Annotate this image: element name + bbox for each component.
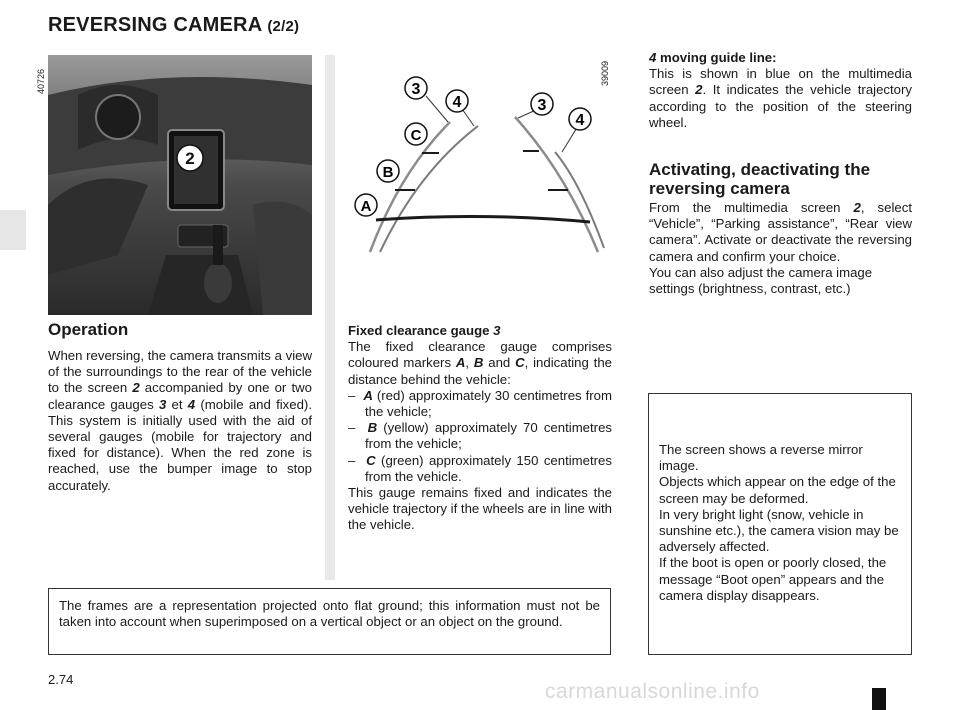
diagram-code: 39009 <box>600 60 610 86</box>
moving-guide-text: This is shown in blue on the multimedia screen 2. It indicates the vehicle trajectory according to the position of the steering wheel. <box>649 66 912 130</box>
activating-heading: Activating, deactivating the reversing camera <box>649 160 871 198</box>
fixed-gauge-intro: The fixed clearance gauge comprises coloured markers A, B and C, indicating the distance behind the vehicle: <box>348 339 613 387</box>
corner-mark <box>872 688 886 710</box>
svg-text:B: B <box>382 164 394 181</box>
photo-code: 40726 <box>36 68 46 94</box>
note-line-4: If the boot is open or poorly closed, the message “Boot open” appears and the camera display disappears. <box>659 555 887 603</box>
moving-guide-right <box>555 152 604 248</box>
page-number: 2.74 <box>48 672 74 687</box>
fixed-gauge-right <box>515 117 598 252</box>
callout-4-left <box>446 90 468 112</box>
leader-4-right <box>562 126 578 152</box>
screen-warning-note <box>648 393 912 655</box>
adjust-settings-text: You can also adjust the camera image settings (brightness, contrast, etc.) <box>649 264 873 297</box>
photo-callout-2: 2 <box>185 149 195 168</box>
marker-a-line <box>376 216 590 222</box>
section-tab <box>0 210 26 250</box>
svg-text:4: 4 <box>575 112 585 129</box>
svg-text:4: 4 <box>452 94 462 111</box>
note-line-1: The screen shows a reverse mirror image. <box>659 442 863 474</box>
page-title-main: REVERSING CAMERA <box>48 14 262 36</box>
callout-a <box>355 194 377 216</box>
fixed-gauge-heading: Fixed clearance gauge 3 <box>348 323 501 338</box>
moving-guide-heading: 4 moving guide line: <box>649 50 777 65</box>
guide-lines-diagram <box>340 52 620 314</box>
ref-gauge-4: 4 <box>187 396 196 412</box>
ref-gauge-3: 3 <box>158 396 167 412</box>
moving-guide-section <box>649 50 912 131</box>
operation-paragraph: When reversing, the camera transmits a view of the surroundings to the rear of the vehicle to the screen 2 accompanied by one or two clearance gauges 3 et 4 (mobile and fixed). This system is initially used with the aid of several gauges (mobile for trajectory and fixed for distance). When the red zone is reached, use the bumper image to stop accurately. <box>48 348 312 493</box>
operation-heading: Operation <box>48 320 129 339</box>
dashboard-illustration <box>48 55 312 315</box>
svg-text:3: 3 <box>537 97 547 114</box>
callout-4-right <box>569 108 591 130</box>
projection-note: The frames are a representation projected onto flat ground; this information must not be taken into account when superimposed on a vertical object or an object on the ground. <box>48 588 611 655</box>
svg-text:C: C <box>410 127 422 144</box>
list-item-a: – A (red) approximately 30 centimetres from the vehicle; <box>348 387 612 420</box>
note-line-3: In very bright light (snow, vehicle in sunshine etc.), the camera vision may be adversely affected. <box>659 506 899 555</box>
list-item-c: – C (green) approximately 150 centimetres from the vehicle. <box>348 452 612 484</box>
svg-text:3: 3 <box>411 81 421 98</box>
ref-screen-2: 2 <box>132 380 140 396</box>
activating-text: From the multimedia screen 2, select “Vehicle”, “Parking assistance”, “Rear view camera”. Activate or deactivate the reversing camera and confirm your choice. <box>649 200 912 264</box>
activating-section <box>649 200 912 297</box>
callout-3-right <box>531 93 553 115</box>
dashboard-photo <box>48 55 312 315</box>
page-title <box>48 14 299 37</box>
svg-text:A: A <box>360 198 372 215</box>
page-title-suffix: (2/2) <box>267 18 300 35</box>
fixed-gauge-section <box>348 323 612 534</box>
callout-c <box>405 123 427 145</box>
callout-b <box>377 160 399 182</box>
callout-3-left <box>405 77 427 99</box>
watermark: carmanualsonline.info <box>545 680 760 703</box>
column-divider <box>325 55 335 580</box>
leader-3-left <box>426 96 448 122</box>
fixed-gauge-outro: This gauge remains fixed and indicates the vehicle trajectory if the wheels are in line with the vehicle. <box>348 485 612 533</box>
note-line-2: Objects which appear on the edge of the screen may be deformed. <box>659 474 896 506</box>
list-item-b: – B (yellow) approximately 70 centimetres from the vehicle; <box>348 420 613 452</box>
